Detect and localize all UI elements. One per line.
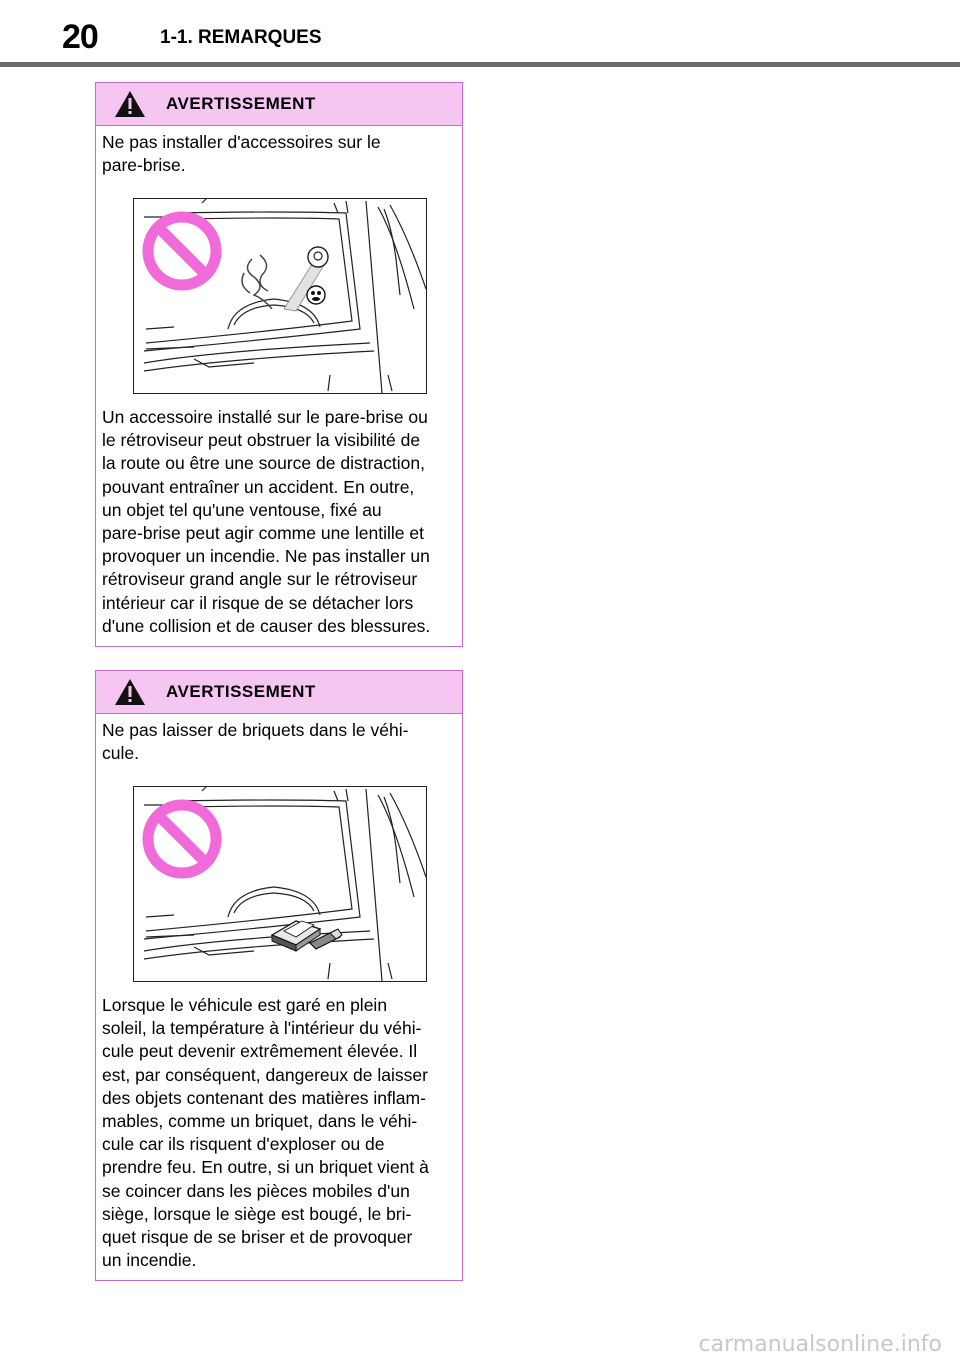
warning-body-text: Un accessoire installé sur le pare-brise ou le rétroviseur peut obstruer la visibilité de la route ou être une source de distraction, pouvant entraîner un accident. En outre, un objet tel qu'une ventouse, fixé au pare-brise peut agir comme une lentille et provoquer un incendie. Ne pas installer un rétroviseur grand angle sur le rétroviseur intérieur car il risque de se détacher lors d'une collision et de causer des blessures. xyxy=(102,407,431,636)
warning-header xyxy=(96,671,462,714)
warning-title: AVERTISSEMENT xyxy=(166,682,316,701)
warning-header xyxy=(96,83,462,126)
windshield-illustration xyxy=(134,199,426,393)
footer-watermark: carmanualsonline.info xyxy=(698,1332,942,1357)
warning-triangle-icon xyxy=(114,90,146,118)
warning-box-accessories xyxy=(95,82,463,647)
page-number: 20 xyxy=(62,18,98,56)
warning-triangle-icon xyxy=(114,678,146,706)
section-title: 1-1. REMARQUES xyxy=(160,27,322,48)
warning-title: AVERTISSEMENT xyxy=(166,94,316,113)
warning-lead-text: Ne pas laisser de briquets dans le véhi- cule. xyxy=(102,720,409,764)
warning-box-lighters xyxy=(95,670,463,1281)
page-header xyxy=(0,0,960,68)
windshield-accessory-illustration xyxy=(133,198,427,394)
warning-lead-text: Ne pas installer d'accessoires sur le pare-brise. xyxy=(102,132,381,176)
dashboard-illustration xyxy=(134,787,426,981)
header-divider xyxy=(0,62,960,67)
warning-body-text: Lorsque le véhicule est garé en plein soleil, la température à l'intérieur du véhi- cule peut devenir extrêmement élevée. Il est, par conséquent, dangereux de laisser des objets contenant des matières inflam- mables, comme un briquet, dans le véhi- cule car ils risquent d'exploser ou de prendre feu. En outre, si un briquet vient à se coincer dans les pièces mobiles d'un siège, lorsque le siège est bougé, le bri- quet risque de se briser et de provoquer un incendie. xyxy=(102,995,429,1271)
lighter-in-car-illustration xyxy=(133,786,427,982)
